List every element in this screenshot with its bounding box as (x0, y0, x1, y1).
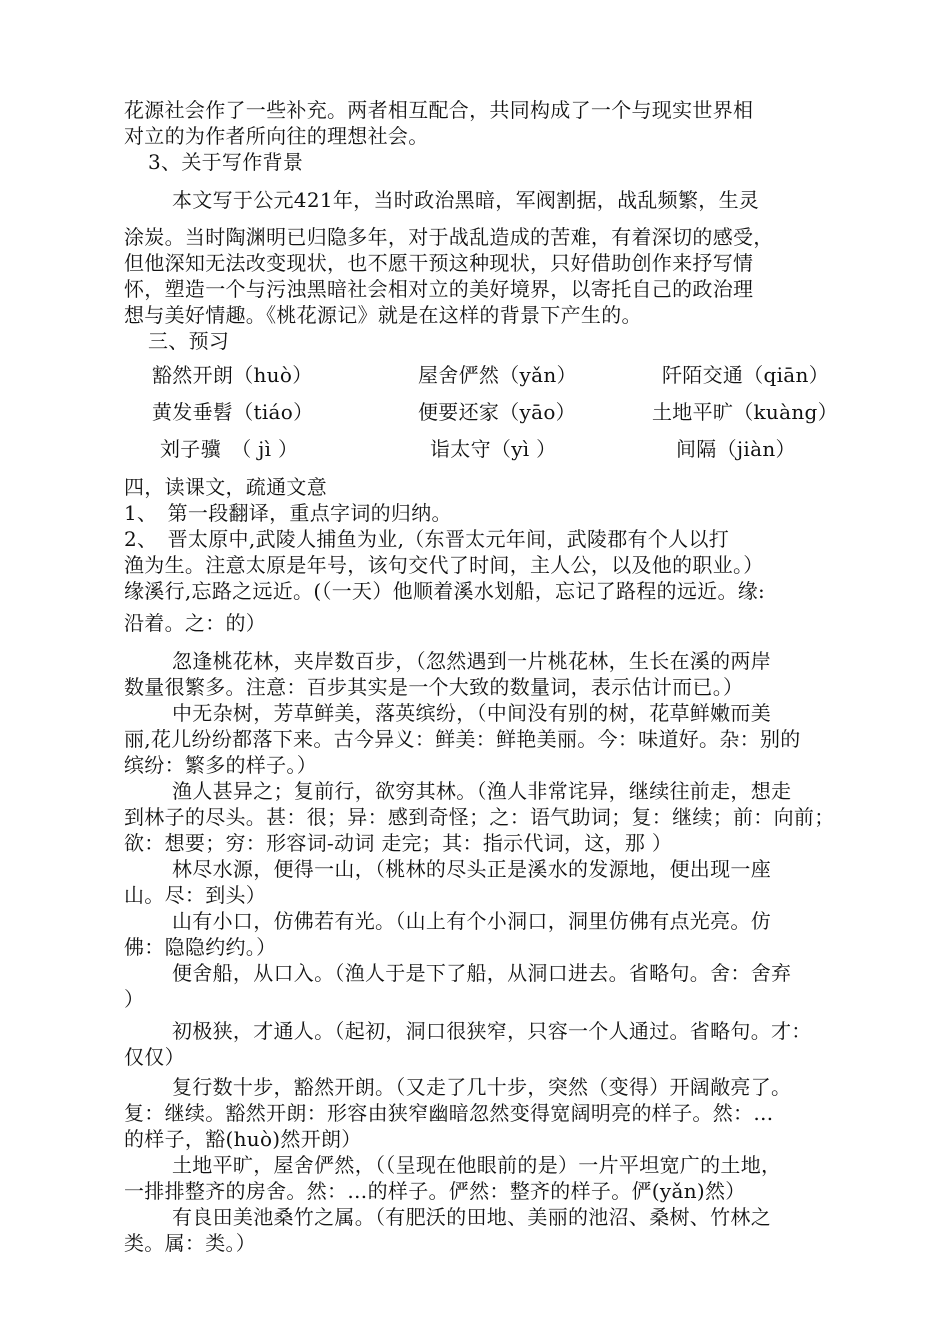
text-line: 缘溪行,忘路之远近。(（一天）他顺着溪水划船，忘记了路程的远近。缘: (124, 579, 766, 603)
text-line: 山。尽：到头） (124, 883, 267, 907)
text-line: 对立的为作者所向往的理想社会。 (124, 124, 429, 148)
text-line: 土地平旷，屋舍俨然，（（呈现在他眼前的是）一片平坦宽广的土地， (172, 1153, 782, 1177)
text-line: 中无杂树，芳草鲜美，落英缤纷，（中间没有别的树，花草鲜嫩而美 (172, 701, 771, 725)
text-line: 欲：想要；穷：形容词-动词 走完；其：指示代词，这，那 ） (124, 831, 673, 855)
text-line: 佛：隐隐约约。） (124, 935, 277, 959)
section-heading: 三、预习 (148, 329, 230, 353)
text-line: 本文写于公元421年，当时政治黑暗，军阀割据，战乱频繁，生灵 (172, 188, 760, 212)
text-line: 数量很繁多。注意：百步其实是一个大致的数量词，表示估计而已。） (124, 675, 744, 699)
pinyin-item: 土地平旷（kuàng） (652, 400, 838, 424)
text-line: 有良田美池桑竹之属。（有肥沃的田地、美丽的池沼、桑树、竹林之 (172, 1205, 771, 1229)
text-line: 山有小口，仿佛若有光。（山上有个小洞口，洞里仿佛有点光亮。仿 (172, 909, 771, 933)
text-line: ） (124, 987, 145, 1011)
pinyin-item: 刘子骥 （ jì ） (160, 437, 299, 461)
section-heading: 四，读课文，疏通文意 (124, 475, 327, 499)
text-line: 类。属：类。） (124, 1231, 257, 1255)
text-line: 复：继续。豁然开朗：形容由狭窄幽暗忽然变得宽阔明亮的样子。然：… (124, 1101, 774, 1125)
text-line: 2、 晋太原中,武陵人捕鱼为业,（东晋太元年间，武陵郡有个人以打 (124, 527, 730, 551)
text-line: 林尽水源，便得一山，（桃林的尽头正是溪水的发源地，便出现一座 (172, 857, 771, 881)
text-line: 花源社会作了一些补充。两者相互配合，共同构成了一个与现实世界相 (124, 98, 754, 122)
pinyin-item: 屋舍俨然（yǎn） (418, 363, 577, 387)
text-line: 复行数十步，豁然开朗。（又走了几十步，突然（变得）开阔敞亮了。 (172, 1075, 792, 1099)
text-line: 的样子，豁(huò)然开朗） (124, 1127, 362, 1151)
pinyin-item: 便要还家（yāo） (418, 400, 576, 424)
text-line: 但他深知无法改变现状，也不愿干预这种现状，只好借助创作来抒写情 (124, 251, 754, 275)
text-line: 忽逢桃花林，夹岸数百步，（忽然遇到一片桃花林，生长在溪的两岸 (172, 649, 771, 673)
pinyin-item: 间隔（jiàn） (676, 437, 796, 461)
text-line: 沿着。之：的） (124, 611, 267, 635)
text-line: 便舍船，从口入。（渔人于是下了船，从洞口进去。省略句。舍：舍弃 (172, 961, 792, 985)
text-line: 仅仅） (124, 1045, 185, 1069)
text-line: 到林子的尽头。甚：很；异：感到奇怪；之：语气助词；复：继续；前：向前； (124, 805, 835, 829)
text-line: 想与美好情趣。《桃花源记》就是在这样的背景下产生的。 (124, 303, 642, 327)
text-line: 缤纷：繁多的样子。） (124, 753, 317, 777)
text-line: 1、 第一段翻译，重点字词的归纳。 (124, 501, 452, 525)
text-line: 渔为生。注意太原是年号，该句交代了时间，主人公，以及他的职业。） (124, 553, 764, 577)
pinyin-item: 阡陌交通（qiān） (662, 363, 830, 387)
text-line: 丽,花儿纷纷都落下来。古今异义：鲜美：鲜艳美丽。今：味道好。杂：别的 (124, 727, 801, 751)
pinyin-item: 黄发垂髫（tiáo） (152, 400, 314, 424)
section-heading: 3、关于写作背景 (148, 150, 304, 174)
text-line: 涂炭。当时陶渊明已归隐多年，对于战乱造成的苦难，有着深切的感受， (124, 225, 774, 249)
pinyin-item: 豁然开朗（huò） (152, 363, 313, 387)
text-line: 一排排整齐的房舍。然：…的样子。俨然：整齐的样子。俨(yǎn)然） (124, 1179, 746, 1203)
text-line: 渔人甚异之；复前行，欲穷其林。（渔人非常诧异，继续往前走，想走 (172, 779, 792, 803)
text-line: 初极狭，才通人。（起初，洞口很狭窄，只容一个人通过。省略句。才： (172, 1019, 812, 1043)
pinyin-item: 诣太守（yì ） (430, 437, 557, 461)
text-line: 怀，塑造一个与污浊黑暗社会相对立的美好境界，以寄托自己的政治理 (124, 277, 754, 301)
